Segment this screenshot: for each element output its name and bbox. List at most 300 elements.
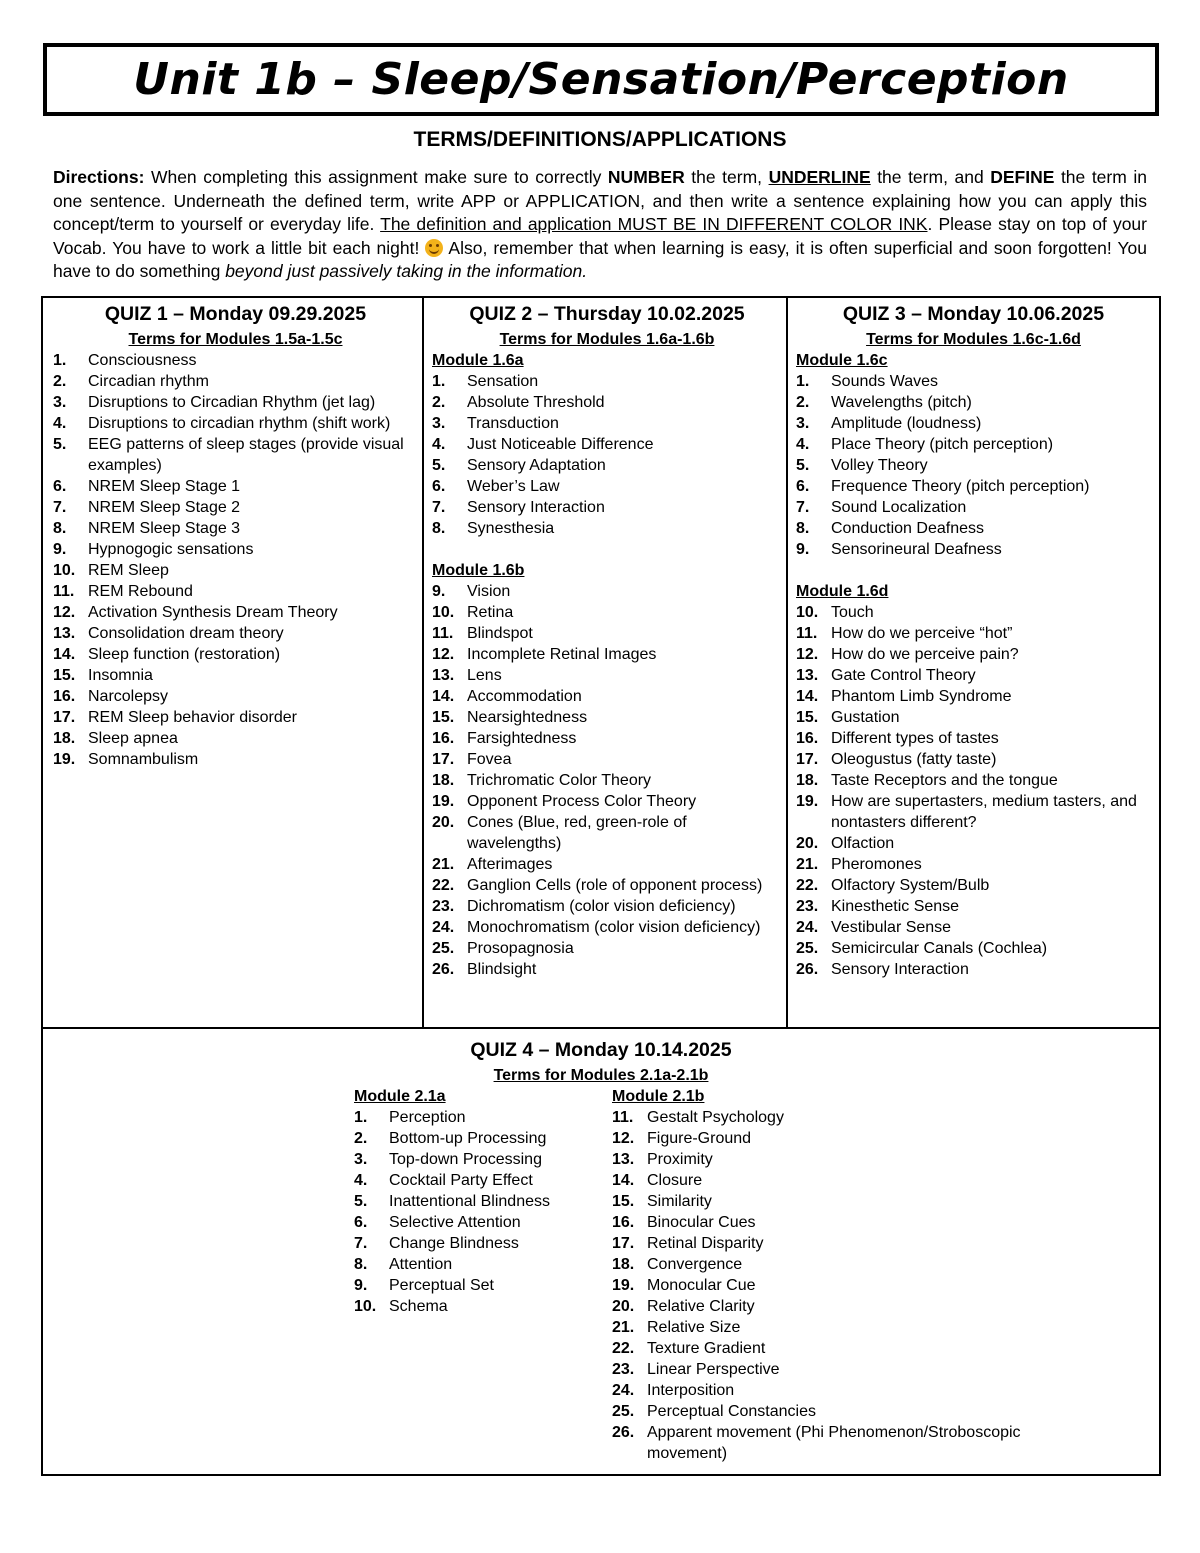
list-item bbox=[354, 1254, 604, 1275]
item-term: Synesthesia bbox=[467, 520, 555, 537]
item-number: 14. bbox=[612, 1172, 635, 1189]
list-item bbox=[53, 476, 418, 497]
item-number: 24. bbox=[796, 919, 819, 936]
list-item bbox=[354, 1128, 604, 1149]
list-item bbox=[432, 371, 782, 392]
item-term: Figure-Ground bbox=[647, 1130, 752, 1147]
item-term: How are supertasters, medium tasters, and nontasters different? bbox=[831, 793, 1137, 831]
list-item bbox=[432, 623, 782, 644]
item-number: 19. bbox=[612, 1277, 635, 1294]
item-term: Incomplete Retinal Images bbox=[467, 646, 657, 663]
item-term: Retinal Disparity bbox=[647, 1235, 764, 1252]
item-term: Place Theory (pitch perception) bbox=[831, 436, 1054, 453]
item-term: Conduction Deafness bbox=[831, 520, 984, 537]
directions-bold-number: NUMBER bbox=[607, 167, 685, 187]
item-number: 14. bbox=[432, 688, 455, 705]
item-term: Perceptual Constancies bbox=[647, 1403, 816, 1420]
list-item bbox=[796, 434, 1151, 455]
quiz3-title: QUIZ 3 – Monday 10.06.2025 bbox=[842, 303, 1105, 325]
item-number: 18. bbox=[612, 1256, 635, 1273]
item-term: Hypnogogic sensations bbox=[88, 541, 254, 558]
list-item bbox=[796, 476, 1151, 497]
item-number: 13. bbox=[796, 667, 819, 684]
quiz3-list-c bbox=[796, 371, 1151, 560]
item-number: 10. bbox=[432, 604, 455, 621]
list-item bbox=[612, 1128, 1082, 1149]
item-term: Touch bbox=[831, 604, 874, 621]
item-term: Different types of tastes bbox=[831, 730, 999, 747]
item-term: Sensation bbox=[467, 373, 539, 390]
quiz1-title: QUIZ 1 – Monday 09.29.2025 bbox=[104, 303, 367, 325]
list-item bbox=[432, 518, 782, 539]
item-number: 16. bbox=[796, 730, 819, 747]
item-term: Olfaction bbox=[831, 835, 895, 852]
spacer bbox=[796, 560, 1151, 581]
item-term: Cones (Blue, red, green-role of wavelengths) bbox=[467, 814, 687, 852]
item-number: 9. bbox=[796, 541, 810, 558]
item-number: 10. bbox=[53, 562, 76, 579]
quiz1-terms-header: Terms for Modules 1.5a-1.5c bbox=[128, 331, 343, 348]
item-term: Activation Synthesis Dream Theory bbox=[88, 604, 338, 621]
item-term: Similarity bbox=[647, 1193, 712, 1210]
item-number: 13. bbox=[612, 1151, 635, 1168]
item-term: Kinesthetic Sense bbox=[831, 898, 960, 915]
item-term: Closure bbox=[647, 1172, 703, 1189]
quiz4-section bbox=[43, 1034, 1159, 1462]
item-term: Sounds Waves bbox=[831, 373, 939, 390]
quiz3-terms-header: Terms for Modules 1.6c-1.6d bbox=[866, 331, 1081, 348]
item-number: 19. bbox=[53, 751, 76, 768]
item-number: 5. bbox=[432, 457, 446, 474]
item-number: 8. bbox=[53, 520, 67, 537]
list-item bbox=[354, 1212, 604, 1233]
quiz4-terms-header: Terms for Modules 2.1a-2.1b bbox=[493, 1067, 709, 1084]
list-item bbox=[796, 875, 1151, 896]
item-number: 6. bbox=[432, 478, 446, 495]
list-item bbox=[796, 728, 1151, 749]
list-item bbox=[796, 644, 1151, 665]
list-item bbox=[612, 1254, 1082, 1275]
title-box bbox=[43, 43, 1159, 116]
item-term: Attention bbox=[389, 1256, 453, 1273]
item-number: 4. bbox=[796, 436, 810, 453]
list-item bbox=[612, 1191, 1082, 1212]
item-term: Volley Theory bbox=[831, 457, 928, 474]
list-item bbox=[796, 371, 1151, 392]
quiz2-list-a bbox=[432, 371, 782, 539]
item-number: 5. bbox=[796, 457, 810, 474]
item-term: Oleogustus (fatty taste) bbox=[831, 751, 997, 768]
list-item bbox=[432, 476, 782, 497]
item-number: 18. bbox=[53, 730, 76, 747]
item-number: 25. bbox=[612, 1403, 635, 1420]
list-item bbox=[53, 665, 418, 686]
list-item bbox=[354, 1191, 604, 1212]
item-number: 11. bbox=[612, 1109, 634, 1126]
quiz2-terms-header: Terms for Modules 1.6a-1.6b bbox=[499, 331, 715, 348]
list-item bbox=[432, 728, 782, 749]
item-term: Top-down Processing bbox=[389, 1151, 542, 1168]
list-item bbox=[354, 1233, 604, 1254]
item-term: NREM Sleep Stage 2 bbox=[88, 499, 241, 516]
item-term: Sensory Interaction bbox=[831, 961, 969, 978]
item-number: 21. bbox=[612, 1319, 635, 1336]
item-term: Opponent Process Color Theory bbox=[467, 793, 697, 810]
item-number: 19. bbox=[432, 793, 455, 810]
item-number: 10. bbox=[796, 604, 819, 621]
item-number: 14. bbox=[53, 646, 76, 663]
list-item bbox=[796, 854, 1151, 875]
row-divider bbox=[43, 1027, 1159, 1029]
item-term: Sleep apnea bbox=[88, 730, 178, 747]
item-term: REM Rebound bbox=[88, 583, 193, 600]
list-item bbox=[432, 413, 782, 434]
quiz1-list bbox=[53, 350, 418, 770]
item-term: Retina bbox=[467, 604, 514, 621]
item-number: 15. bbox=[796, 709, 819, 726]
list-item bbox=[796, 665, 1151, 686]
item-number: 7. bbox=[53, 499, 67, 516]
item-term: Sensory Interaction bbox=[467, 499, 605, 516]
directions-bold-define: DEFINE bbox=[990, 167, 1055, 187]
list-item bbox=[354, 1296, 604, 1317]
item-number: 16. bbox=[53, 688, 76, 705]
list-item bbox=[53, 518, 418, 539]
list-item bbox=[796, 791, 1151, 833]
item-number: 2. bbox=[796, 394, 810, 411]
item-number: 2. bbox=[354, 1130, 368, 1147]
list-item bbox=[796, 623, 1151, 644]
quiz4-module-a bbox=[354, 1086, 604, 1317]
list-item bbox=[432, 791, 782, 812]
list-item bbox=[796, 392, 1151, 413]
item-number: 12. bbox=[53, 604, 76, 621]
item-number: 12. bbox=[612, 1130, 635, 1147]
quiz2-list-b bbox=[432, 581, 782, 980]
item-term: Transduction bbox=[467, 415, 559, 432]
item-number: 17. bbox=[53, 709, 76, 726]
quiz3-list-d bbox=[796, 602, 1151, 980]
list-item bbox=[796, 455, 1151, 476]
list-item bbox=[796, 770, 1151, 791]
list-item bbox=[432, 917, 782, 938]
item-number: 22. bbox=[796, 877, 819, 894]
item-number: 11. bbox=[796, 625, 818, 642]
list-item bbox=[432, 455, 782, 476]
list-item bbox=[796, 959, 1151, 980]
item-number: 12. bbox=[796, 646, 819, 663]
item-term: Change Blindness bbox=[389, 1235, 519, 1252]
list-item bbox=[432, 770, 782, 791]
item-term: Perceptual Set bbox=[389, 1277, 494, 1294]
item-term: Blindsight bbox=[467, 961, 537, 978]
item-number: 1. bbox=[432, 373, 446, 390]
item-term: Semicircular Canals (Cochlea) bbox=[831, 940, 1048, 957]
item-number: 12. bbox=[432, 646, 455, 663]
list-item bbox=[354, 1170, 604, 1191]
list-item bbox=[612, 1170, 1082, 1191]
list-item bbox=[432, 665, 782, 686]
list-item bbox=[612, 1296, 1082, 1317]
list-item bbox=[612, 1107, 1082, 1128]
list-item bbox=[432, 749, 782, 770]
list-item bbox=[612, 1422, 1082, 1464]
list-item bbox=[796, 413, 1151, 434]
item-number: 24. bbox=[612, 1382, 635, 1399]
item-term: Ganglion Cells (role of opponent process) bbox=[467, 877, 763, 894]
item-term: Proximity bbox=[647, 1151, 713, 1168]
directions-text-2: the term, bbox=[684, 167, 769, 187]
item-number: 8. bbox=[796, 520, 810, 537]
item-term: NREM Sleep Stage 3 bbox=[88, 520, 241, 537]
item-term: Interposition bbox=[647, 1382, 735, 1399]
item-number: 1. bbox=[53, 352, 67, 369]
list-item bbox=[432, 875, 782, 896]
list-item bbox=[796, 539, 1151, 560]
column-divider-2 bbox=[786, 298, 788, 1029]
list-item bbox=[53, 749, 418, 770]
item-number: 9. bbox=[354, 1277, 368, 1294]
item-number: 8. bbox=[354, 1256, 368, 1273]
directions-text-5: . Please stay on top of your Vocab. You have to work a little bit each night! bbox=[53, 214, 1147, 258]
item-term: Olfactory System/Bulb bbox=[831, 877, 990, 894]
item-number: 20. bbox=[796, 835, 819, 852]
item-number: 3. bbox=[796, 415, 810, 432]
page-title: Unit 1b – Sleep/Sensation/Perception bbox=[133, 54, 1069, 105]
quiz-table bbox=[41, 296, 1161, 1476]
item-term: Blindspot bbox=[467, 625, 533, 642]
list-item bbox=[53, 539, 418, 560]
item-term: Sensorineural Deafness bbox=[831, 541, 1002, 558]
item-number: 18. bbox=[796, 772, 819, 789]
list-item bbox=[53, 350, 418, 371]
list-item bbox=[612, 1359, 1082, 1380]
quiz4-title: QUIZ 4 – Monday 10.14.2025 bbox=[470, 1039, 732, 1061]
item-term: Accommodation bbox=[467, 688, 582, 705]
item-term: Prosopagnosia bbox=[467, 940, 574, 957]
list-item bbox=[796, 686, 1151, 707]
item-term: Gestalt Psychology bbox=[647, 1109, 784, 1126]
item-number: 13. bbox=[432, 667, 455, 684]
item-term: Convergence bbox=[647, 1256, 743, 1273]
item-number: 11. bbox=[432, 625, 454, 642]
item-number: 26. bbox=[612, 1424, 635, 1441]
list-item bbox=[612, 1233, 1082, 1254]
quiz4-list-b bbox=[612, 1107, 1082, 1464]
item-term: Schema bbox=[389, 1298, 448, 1315]
directions-paragraph bbox=[53, 166, 1147, 284]
item-term: Nearsightedness bbox=[467, 709, 588, 726]
item-number: 7. bbox=[432, 499, 446, 516]
item-term: Absolute Threshold bbox=[467, 394, 605, 411]
item-term: How do we perceive pain? bbox=[831, 646, 1019, 663]
item-term: Circadian rhythm bbox=[88, 373, 209, 390]
item-number: 8. bbox=[432, 520, 446, 537]
item-number: 17. bbox=[432, 751, 455, 768]
list-item bbox=[612, 1275, 1082, 1296]
item-number: 13. bbox=[53, 625, 76, 642]
quiz1-column bbox=[53, 298, 418, 770]
item-number: 9. bbox=[53, 541, 67, 558]
list-item bbox=[53, 434, 418, 476]
list-item bbox=[796, 497, 1151, 518]
quiz3-column bbox=[796, 298, 1151, 980]
item-term: Gustation bbox=[831, 709, 900, 726]
item-term: Lens bbox=[467, 667, 502, 684]
quiz3-module-c-header: Module 1.6c bbox=[796, 352, 888, 369]
item-number: 15. bbox=[432, 709, 455, 726]
item-number: 20. bbox=[612, 1298, 635, 1315]
item-number: 4. bbox=[53, 415, 67, 432]
list-item bbox=[796, 833, 1151, 854]
item-term: Perception bbox=[389, 1109, 466, 1126]
list-item bbox=[612, 1338, 1082, 1359]
list-item bbox=[612, 1212, 1082, 1233]
item-number: 16. bbox=[432, 730, 455, 747]
directions-text-4: the term in one sentence. Underneath the defined term, write APP or APPLICATION, and then write a sentence explaining how you can apply this concept/term to yourself or everyday life. bbox=[53, 167, 1147, 234]
item-term: Taste Receptors and the tongue bbox=[831, 772, 1058, 789]
item-term: Monochromatism (color vision deficiency) bbox=[467, 919, 761, 936]
list-item bbox=[53, 371, 418, 392]
list-item bbox=[53, 497, 418, 518]
item-number: 5. bbox=[53, 436, 67, 453]
item-number: 7. bbox=[354, 1235, 368, 1252]
list-item bbox=[432, 896, 782, 917]
item-number: 10. bbox=[354, 1298, 377, 1315]
item-number: 24. bbox=[432, 919, 455, 936]
quiz2-module-a-header: Module 1.6a bbox=[432, 352, 524, 369]
item-term: Amplitude (loudness) bbox=[831, 415, 982, 432]
item-number: 18. bbox=[432, 772, 455, 789]
item-term: Binocular Cues bbox=[647, 1214, 756, 1231]
item-term: Afterimages bbox=[467, 856, 553, 873]
list-item bbox=[796, 896, 1151, 917]
item-term: NREM Sleep Stage 1 bbox=[88, 478, 241, 495]
item-term: Sensory Adaptation bbox=[467, 457, 606, 474]
item-number: 26. bbox=[796, 961, 819, 978]
list-item bbox=[432, 686, 782, 707]
item-term: Consciousness bbox=[88, 352, 197, 369]
item-term: Pheromones bbox=[831, 856, 922, 873]
item-term: Selective Attention bbox=[389, 1214, 521, 1231]
item-term: Wavelengths (pitch) bbox=[831, 394, 972, 411]
list-item bbox=[53, 686, 418, 707]
item-term: REM Sleep behavior disorder bbox=[88, 709, 297, 726]
item-number: 23. bbox=[612, 1361, 635, 1378]
item-term: Monocular Cue bbox=[647, 1277, 756, 1294]
item-term: Cocktail Party Effect bbox=[389, 1172, 533, 1189]
item-number: 3. bbox=[432, 415, 446, 432]
item-number: 4. bbox=[432, 436, 446, 453]
item-term: Disruptions to circadian rhythm (shift work) bbox=[88, 415, 391, 432]
item-number: 6. bbox=[53, 478, 67, 495]
list-item bbox=[432, 959, 782, 980]
item-term: Gate Control Theory bbox=[831, 667, 976, 684]
directions-text-6: Also, remember that when learning is easy, it is often superficial and soon forgotten! You have to do something bbox=[53, 237, 1148, 281]
smiley-icon bbox=[425, 239, 443, 257]
item-term: Bottom-up Processing bbox=[389, 1130, 547, 1147]
quiz4-module-b-header: Module 2.1b bbox=[612, 1088, 705, 1105]
list-item bbox=[612, 1401, 1082, 1422]
list-item bbox=[432, 644, 782, 665]
item-term: Sound Localization bbox=[831, 499, 967, 516]
item-number: 19. bbox=[796, 793, 819, 810]
quiz2-title: QUIZ 2 – Thursday 10.02.2025 bbox=[469, 303, 745, 325]
item-number: 1. bbox=[796, 373, 810, 390]
list-item bbox=[612, 1317, 1082, 1338]
item-term: Consolidation dream theory bbox=[88, 625, 284, 642]
item-number: 2. bbox=[432, 394, 446, 411]
spacer bbox=[432, 539, 782, 560]
item-term: Linear Perspective bbox=[647, 1361, 780, 1378]
column-divider-1 bbox=[422, 298, 424, 1029]
list-item bbox=[432, 497, 782, 518]
list-item bbox=[432, 392, 782, 413]
list-item bbox=[53, 392, 418, 413]
item-number: 23. bbox=[432, 898, 455, 915]
item-term: Insomnia bbox=[88, 667, 153, 684]
item-term: Somnambulism bbox=[88, 751, 199, 768]
quiz4-module-a-header: Module 2.1a bbox=[354, 1088, 446, 1105]
item-term: REM Sleep bbox=[88, 562, 169, 579]
item-term: Farsightedness bbox=[467, 730, 577, 747]
item-number: 9. bbox=[432, 583, 446, 600]
item-number: 1. bbox=[354, 1109, 368, 1126]
item-number: 3. bbox=[354, 1151, 368, 1168]
quiz2-module-b-header: Module 1.6b bbox=[432, 562, 525, 579]
quiz3-module-d-header: Module 1.6d bbox=[796, 583, 889, 600]
list-item bbox=[796, 518, 1151, 539]
list-item bbox=[432, 812, 782, 854]
list-item bbox=[796, 938, 1151, 959]
item-number: 25. bbox=[432, 940, 455, 957]
item-number: 17. bbox=[796, 751, 819, 768]
quiz4-module-b bbox=[612, 1086, 1082, 1464]
item-number: 15. bbox=[612, 1193, 635, 1210]
item-term: Narcolepsy bbox=[88, 688, 169, 705]
item-term: Frequence Theory (pitch perception) bbox=[831, 478, 1090, 495]
item-term: Disruptions to Circadian Rhythm (jet lag) bbox=[88, 394, 376, 411]
item-number: 20. bbox=[432, 814, 455, 831]
list-item bbox=[53, 728, 418, 749]
item-number: 21. bbox=[796, 856, 819, 873]
directions-italic: beyond just passively taking in the information. bbox=[225, 261, 588, 281]
directions-text-3: the term, and bbox=[870, 167, 991, 187]
item-term: Relative Size bbox=[647, 1319, 741, 1336]
item-term: Texture Gradient bbox=[647, 1340, 766, 1357]
directions-bold-underline: UNDERLINE bbox=[768, 167, 871, 187]
item-number: 25. bbox=[796, 940, 819, 957]
item-number: 14. bbox=[796, 688, 819, 705]
item-number: 11. bbox=[53, 583, 75, 600]
item-number: 6. bbox=[796, 478, 810, 495]
item-term: Phantom Limb Syndrome bbox=[831, 688, 1012, 705]
item-term: Dichromatism (color vision deficiency) bbox=[467, 898, 736, 915]
item-number: 6. bbox=[354, 1214, 368, 1231]
item-number: 3. bbox=[53, 394, 67, 411]
item-term: EEG patterns of sleep stages (provide visual examples) bbox=[88, 436, 404, 474]
item-number: 23. bbox=[796, 898, 819, 915]
item-term: Apparent movement (Phi Phenomenon/Stroboscopic movement) bbox=[647, 1424, 1021, 1462]
item-number: 22. bbox=[612, 1340, 635, 1357]
list-item bbox=[432, 707, 782, 728]
item-number: 21. bbox=[432, 856, 455, 873]
item-term: Fovea bbox=[467, 751, 512, 768]
item-number: 5. bbox=[354, 1193, 368, 1210]
list-item bbox=[796, 749, 1151, 770]
item-term: Inattentional Blindness bbox=[389, 1193, 550, 1210]
subtitle: TERMS/DEFINITIONS/APPLICATIONS bbox=[413, 128, 787, 151]
